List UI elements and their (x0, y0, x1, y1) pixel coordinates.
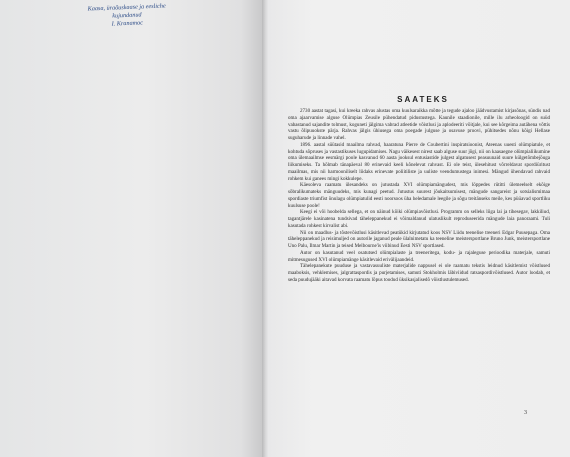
paragraph: Tähelepanekute puuduse ja vastavasuuliste materjalide nappusel ei ole raamatu tekstis leidnud käsitlemist võistlused maaboksis, vehklemises, jalgrattaspordis ja purjetamises, samuti Stokholmis läbiviidud ratsaspordivõistlused. Autor loodab, et seda puudujääki aitavad korvata raamatu lõpus toodud üksikasjalisedõ võistlustulemused. (288, 263, 550, 283)
dedication-line: kujundanud (112, 11, 142, 20)
page-number: 3 (524, 410, 527, 416)
paragraph: Autor on kasutanud veel osatutsed olümpialaste ja treeneritega, kodu- ja rajaleguse perioodika materjale, samuti mitmesugused XVI olümpiamänge käsitlevaid erivälijaandeid. (288, 249, 550, 263)
dedication-line: Kaasa, üraõuskaase ja eesliche (87, 2, 166, 13)
left-page (0, 0, 262, 457)
dedication-inscription (72, 2, 183, 31)
paragraph: Keegi ei või hoobelda sellega, et on näinud kõiki olümpiavõistlusi. Programm on selleks liiga lai ja tihesegav, lakkiliud, tagantjärele kasinatena tundsivad täheleppanekud ei võimaldanud ulatuslikult reproduseerida mängude laia panoraami. Tuli kasutada rohkest kirvalist abi. (288, 209, 550, 229)
paragraph: Nii on maadlus- ja tõstevõistlusi käsitlevad peatükid kirjutatud koos NSV Liidu teenelise treeneri Edgar Puusepaga. Oma täheleppanekud ja reisimuljed on autorile jaganud peale ülalnimetatu ka teeneline meistersportlane Bruno Junk, meistersportlane Uno Palu, Ilmar Martin ja teised Melbourne'is viibinud Eesti NSV sportlased. (288, 229, 550, 249)
page-title: SAATEKS (397, 95, 449, 104)
preface-body (288, 108, 550, 284)
paragraph: 1896. aastal süütasid maailma rahvad, haaratuna Pierre de Coubertini inspiratsioonist, Ateenas uuesti olümpiatule, et kohtuda sõpruses ja vastastikuses lugupidamises. Nagu väikesest nirest saab alguse suur jõgi, nii on kaasaegne olümpialiikumine oma ülemaailmse eesmärgi poole kasvanud 60 aasta jooksul entusiastide julgest algatusest peasuunaid suure külgetõmbejõuga liikumiseks. Ta hõlmab tänapäeval 80 erinevaid keeli kõnelevat rahvast. Ei ole teist, ülesehitust võrreldavat spordiüritust maailmas, mis nii harmooniliselt liidaks erinevate poliitiliste ja uuliste veendumustega inimesi. Mängud ühendavad rahvaid rohkem kui ganees mingi kokkulepe. (288, 141, 550, 182)
paragraph: 2730 aastat tagasi, kui kreeka rahvas alustas oma kuulsaraikka mõtte ja tegude ajaloo jäädvustamist kirjasõnas, sündis nad oma ajaarvamise alguse Olümpias Zeusile pühendatud pidustustega. Kaunile staadionile, mille ilu arheoloogid on suüd vabastanud sajandite tolmust, koguneti jälgima vabrad atleetide võistlusi ja aplodeeriti võitjale, kui see kõrgeima autähena võttis vastu õlipuuokste pärja. Rahvas jälgis ühiusega oma poegade julguse ja osavuse proovi, pühitsedes nõnu kõigi Hellase suguharude ja linnade vahel. (288, 108, 550, 141)
paragraph: Käesoleva raamatu ülesandeks on jutustada XVI olümpiamängudest, mis löppedes rütitti ülemeelselt ekõige sõbralikumateks mänguudeks, mis kunagi peetud. Jutustus suurest jõukaitsumisest, mängude sangareist ja sotsialismimaa spordiaste triumfist õnulagu olümpiatulid eesti noorsoos üha heledamale leegile ja sõgu treitänseks meile, kes püüavad sportliku kuulsuse poole! (288, 182, 550, 209)
dedication-line: I. Kranamoc (111, 19, 144, 28)
